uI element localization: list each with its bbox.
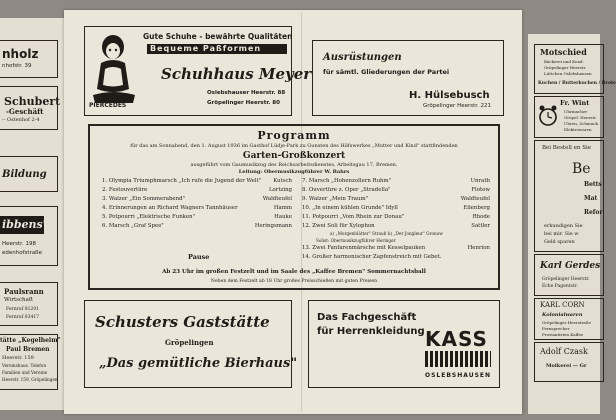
item-composer: Flotow [471,187,490,193]
program-box [88,124,500,290]
right-ad-be-line-3: Refor [584,209,603,216]
program-intro-4: Leitung: Obermusikzugführer W. Bahrs [238,169,350,175]
right-ad-bei: bei mir. Sie w [544,231,579,237]
right-ad-fr-sub-4: Elektrowaren [564,127,592,132]
item-num: 1. [102,178,108,184]
right-ad-gerdes-eche: Eche Pagentstr. [542,284,578,289]
right-ad-motsch-sub-3: Lüttchen Oslebshausen [544,71,592,76]
left-ad-wirtschaft: Wirtschaft [4,297,34,303]
left-ad-line-2: Familien und Vereine [2,370,48,375]
right-ad-bestell: Bei Bestell en Sie [542,145,591,151]
schuhhaus-addr-1: Oslebshauser Heerstr. 88 [207,90,286,96]
program-item [302,246,490,251]
right-ad-gerdes-addr: Gröpelinger Heerstr. [542,277,590,282]
huelsebusch-addr: Gröpelinger Heerstr. 221 [423,103,492,109]
right-ad-corn-sub-2: Gröpelinger Heerstraße [542,320,591,325]
program-title: Programm [257,129,331,142]
left-ad-addr2: -- Ostenhof 2-4 [2,117,40,123]
right-ad-corn-sub-3: Fernsprecher [542,326,570,331]
program-item [102,197,292,202]
item-num: 10. [302,205,311,211]
item-title: Zwei Soli für Xylophon [312,223,375,229]
program-item [102,224,292,229]
right-ad-kuchen: Kuchen / Butterkuchen / Brote [538,81,616,86]
item-num: 12. [302,223,311,229]
left-ad-line-1: Vereinshaus. Telefon [2,363,47,368]
item-composer: Lortzing [268,187,292,193]
item-title: Großer harmonischer Zapfenstreich mit Gebet. [312,254,442,260]
item-title: Erinnerungen an Richard Wagners Tannhäuser [108,205,238,211]
left-ad-addr5: Heerstr. 159 [2,355,34,361]
item-composer: Unrath [470,178,490,184]
ad-schuhhaus [84,26,312,116]
item-num: 4. [102,205,108,211]
program-item [102,179,292,184]
program-footer-2: Neben dem Festzelt ab 18 Uhr großes Preisschießen mit guten Preisen [210,279,378,284]
left-ad-line-3: Heerstr. 159, Gröpelingen [2,377,58,382]
item-num: 13. [302,245,311,251]
item-composer: Rhode [472,214,490,220]
right-ad-geld: Geld sparen [544,239,575,245]
right-ad-fr-sub-3: Uhren, Schmuck [564,121,598,126]
left-ad-addr3: Heerstr. 198 [2,241,36,247]
item-title: Marsch „Hohenzollern Ruhm" [308,178,392,184]
item-composer: Henrion [467,245,490,251]
item-composer: Kutsch [273,178,292,184]
program-item [302,188,490,193]
item-title: Festouvertüre [108,187,148,193]
item-title: Potpourri „Elektrische Funken" [108,214,196,220]
right-ad-motsch-name: Motschied [540,47,587,57]
item-title: Ouvertüre z. Oper „Stradella" [308,187,391,193]
right-ad-be-line-1: Betts [584,181,602,188]
kass-brand: KASS [425,327,488,351]
right-ad-czask-name: Adolf Czask [540,347,588,356]
program-intro-3: ausgeführt vom Gaumusikzug des Reichsarbeitsdienstes, Arbeitsgau 17, Bremen. [190,162,398,168]
left-ad-bildung: Bildung [2,169,47,180]
item-num: 2. [102,187,108,193]
left-ad-holz: nholz [2,47,39,61]
left-ad-schubert: Schubert [4,95,61,108]
right-ad-erkundigen: erkundigen Sie [544,223,583,229]
schuhhaus-slogan-1: Gute Schuhe - bewährte Qualitäten [143,32,293,41]
xylophon-note: a) „Morgenblätter" Strauß b) „Der Jongleur" Gronow [330,231,443,236]
huelsebusch-title: Ausrüstungen [323,52,402,63]
program-intro-1: für das am Sonnabend, den 1. August 1936 im Gasthof Lüdje-Park zu Gunsten des Hilfswerkes „Mutter und Kind" stattfindenden [130,143,458,149]
left-ad-kegelheim: tätte „Kegelheim" [0,337,61,344]
item-title: Walzer „Mein Traum" [308,196,369,202]
item-composer: Sattler [471,223,490,229]
right-ad-motsch-sub-1: Bäckerei und Kond. [544,59,584,64]
program-item [302,215,490,220]
item-num: 8. [302,187,308,193]
left-ad-addr4: edenhofstraße [2,250,43,256]
item-composer: Heringsmann [254,223,292,229]
item-num: 7. [302,178,308,184]
item-composer: Hauke [274,214,292,220]
alarm-clock-icon [538,104,558,128]
left-ad-paul: Paul Bremen [6,346,50,353]
program-soloist: Solist: Obermusikzugführer Heringer [316,238,396,243]
item-composer: Waldteufel [262,196,292,202]
right-ad-be: Be [572,161,591,177]
right-ad-corn-sub-1: Kolonialwaren [542,312,583,318]
shoe-logo-text: PIERCEDES [89,102,127,109]
schuhhaus-slogan-2: Bequeme Paßformen [147,44,287,54]
left-ad-tel2: Fernruf 83417 [6,315,40,320]
right-ad-motsch-sub-2: Gröpelinger Heerstr. [544,65,587,70]
schuhhaus-addr-2: Gröpelinger Heerstr. 80 [207,100,280,106]
program-item [302,206,490,211]
item-title: Walzer „Ein Sommerabend" [108,196,186,202]
left-ad-brand: ibbens' [0,216,44,234]
kass-line-1: Das Fachgeschäft [317,312,417,323]
right-ad-be-line-2: Mat [584,195,598,202]
program-item [302,197,490,202]
item-title: „In einem kühlen Grunde" Idyll [312,205,398,211]
program-item [302,255,490,260]
item-title: Olympia Triumphmarsch „Ich rufe die Jugend der Welt" [108,178,262,184]
item-title: Potpourri „Vom Rhein zur Donau" [312,214,405,220]
item-num: 14. [302,254,311,260]
right-ad-gerdes-name: Karl Gerdes [540,261,601,271]
program-intro-2: Garten-Großkonzert [242,151,346,161]
huelsebusch-subtitle: für sämtl. Gliederungen der Partei [323,68,450,76]
right-ad-fr-sub-1: Uhrmacher [564,109,588,114]
left-ad-geschaeft: -Geschäft [6,107,44,116]
item-title: Marsch „Graf Spee" [108,223,164,229]
kass-place: OSLEBSHAUSEN [425,372,492,379]
program-pause: Pause [188,253,210,261]
program-item [102,206,292,211]
item-num: 5. [102,214,108,220]
right-ad-corn-name: KARL CORN [540,301,585,309]
item-composer: Hamm [273,205,292,211]
huelsebusch-name: H. Hülsebusch [409,90,490,101]
program-footer-1: Ab 23 Uhr im großen Festzelt und im Saale des „Kaffee Bremen" Sommernachtsball [162,269,426,275]
right-ad-molkerei: Molkerei — Gr [546,363,587,369]
schuhhaus-name: Schuhhaus Meyer [161,65,312,83]
program-item [302,179,490,184]
item-composer: Waldteufel [460,196,490,202]
ad-kass [308,300,500,388]
item-num: 6. [102,223,108,229]
gaststaette-slogan: „Das gemütliche Bierhaus" [99,356,298,371]
right-ad-corn-sub-4: Proviantisten Kaffee [542,332,584,337]
ad-schusters-gaststaette [84,300,298,388]
right-ad-fr: Fr. Wint [560,99,590,107]
gaststaette-name: Schusters Gaststätte [95,313,270,331]
gaststaette-place: Gröpelingen [165,338,214,347]
program-item [102,215,292,220]
item-composer: Eilenberg [463,205,490,211]
program-item [302,224,490,229]
kass-line-2: für Herrenkleidung [317,326,425,337]
item-num: 9. [302,196,308,202]
ad-huelsebusch [312,40,504,116]
shoe-boy-logo-icon [89,33,139,111]
right-ad-fr-sub-2: Gröpel. Heerstr. [564,115,597,120]
item-num: 11. [302,214,311,220]
kass-stripe-graphic [425,351,491,367]
item-num: 3. [102,196,108,202]
program-item [102,188,292,193]
left-ad-tel1: Fernruf 81201 [6,307,40,312]
item-title: Zwei Fanfarenmärsche mit Kesselpauken [312,245,426,251]
left-ad-4 [0,206,58,266]
left-ad-paulsrann: Paulsrann [4,287,44,296]
left-ad-addr1: nhofstr. 39 [2,63,32,69]
